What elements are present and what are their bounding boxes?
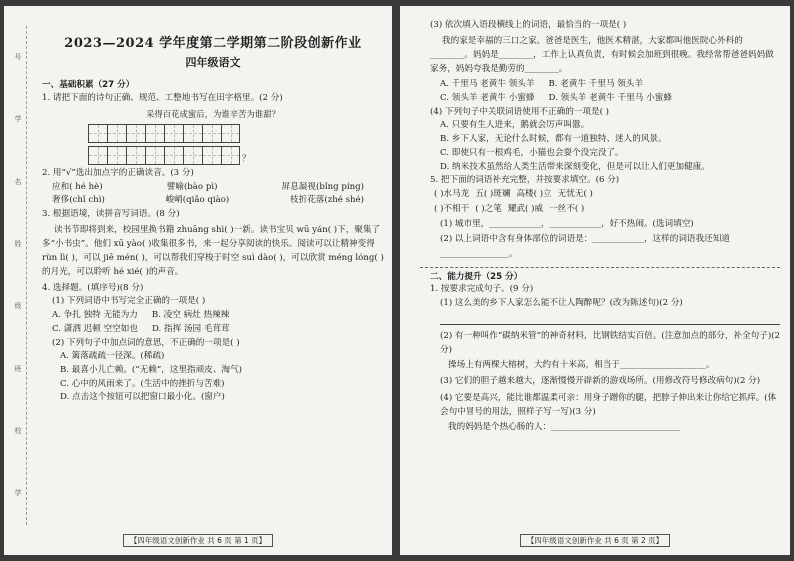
exam-page-1 [4, 6, 392, 555]
idiom-blank[interactable]: 无忧无( ) [557, 189, 593, 200]
question-2: 2. 用“√”选出加点字的正确读音。(3 分) [42, 167, 194, 178]
option-row [42, 324, 384, 335]
section-divider [420, 267, 780, 268]
grid-cell[interactable] [126, 124, 145, 143]
pinyin-choice[interactable]: 枝折花落(zhé shé) [290, 195, 364, 206]
grid-cell[interactable] [221, 146, 240, 165]
question-3: 3. 根据语境，读拼音写词语。(8 分) [42, 209, 180, 220]
grid-cell[interactable] [107, 124, 126, 143]
idiom-row [434, 189, 780, 200]
option[interactable]: A. 争扎 独特 无能为力 [52, 310, 138, 321]
question-3-passage: 读书节即将到来，校园里换书籍 zhuāng shì( )一新。读书宝贝 wū yán( )下，聚集了多“小书虫”。他们 xū yào( )收集很多书，来一起分享阅读的快乐。阅读可以让精神变得 rùn lì( )，可以 jiē mén( )，可以帮我们穿梭于时空 suì dào( )，可以欣赏 méng lóng( )的月光，可以聆听 hé xié( )的声音。 [42, 224, 384, 278]
option[interactable]: D. 指挥 汤园 毛茸茸 [151, 323, 230, 334]
question-5-2[interactable]: (2) 以上词语中含有身体部位的词语是：____________，这样的词语我还知道________________。 [440, 234, 730, 259]
grid-cell[interactable] [145, 146, 164, 165]
question-6-4-example[interactable]: 我的妈妈是个热心肠的人：______________________________ [448, 422, 681, 433]
side-label: 号 [14, 52, 22, 61]
option[interactable]: D. 点击这个按钮可以把窗口最小化。(窗户) [60, 392, 225, 403]
question-6: 1. 按要求完成句子。(9 分) [430, 284, 534, 295]
page-footer [400, 536, 790, 545]
grid-cell[interactable] [221, 124, 240, 143]
option[interactable]: B. 凌空 病灶 热辣辣 [151, 310, 230, 321]
idiom-blank[interactable]: ( )水马龙 [434, 189, 470, 200]
poem-line: 采得百花成蜜后，为谁辛苦为谁甜？ [146, 109, 280, 120]
side-label: 学 [14, 489, 22, 498]
footer-label: 【四年级语文创新作业 共 6 页 第 2 页】 [520, 534, 670, 547]
section-heading: 一、基础积累（27 分） [42, 80, 135, 90]
option[interactable]: A. 千里马 老黄牛 领头羊 [440, 79, 535, 90]
pinyin-choice[interactable]: 屏息凝视(bǐng píng) [281, 181, 364, 192]
grid-cell[interactable] [164, 124, 183, 143]
question-6-2: (2) 有一种叫作“碳纳米管”的神奇材料，比钢铁结实百倍。(注意加点的部分，补全句子)(2 分) [440, 330, 781, 356]
side-label: 级 [14, 302, 22, 311]
option-row [430, 79, 780, 90]
idiom-blank[interactable]: 五( )斑斓 [475, 189, 511, 200]
idiom-blank[interactable]: 一丝不( ) [549, 203, 585, 214]
question-4: 4. 选择题。(填序号)(8 分) [42, 282, 144, 293]
question-4-1: (1) 下列词语中书写完全正确的一项是( ) [52, 296, 206, 307]
idiom-blank[interactable]: ( )不相干 [434, 203, 470, 214]
grid-cell[interactable] [183, 124, 202, 143]
grid-cell[interactable] [126, 146, 145, 165]
question-5: 5. 把下面的词语补充完整，并按要求填空。(6 分) [430, 175, 620, 186]
question-6-4: (4) 它要是高兴，能比谁都温柔可亲：用身子蹭你的腿，把脖子伸出来让你给它抓痒。(体会句中冒号的用法，照样子写一写)(3 分) [440, 393, 777, 418]
idiom-blank[interactable]: ( )之笔 [475, 203, 502, 214]
grid-cell[interactable] [202, 124, 221, 143]
side-label: 姓 [14, 239, 22, 248]
question-6-3: (3) 它们的胆子越来越大，逐渐慢慢开辟新的游戏场所。(用修改符号修改病句)(2 分) [440, 375, 761, 386]
question-4-2: (2) 下列句子中加点词的意思，不正确的一项是( ) [52, 337, 240, 348]
grid-cell[interactable] [164, 146, 183, 165]
option[interactable]: A. 篱落疏疏一径深。(稀疏) [60, 351, 165, 362]
option[interactable]: B. 最喜小儿亡赖。(“无赖”，这里指顽皮、淘气) [60, 365, 242, 375]
option[interactable]: C. 领头羊 老黄牛 小蜜蜂 [440, 92, 535, 103]
exam-page-2 [400, 6, 790, 555]
question-4-3: (3) 依次填入语段横线上的词语，最恰当的一项是( ) [430, 20, 627, 30]
answer-line[interactable] [440, 312, 780, 325]
idiom-row [434, 204, 780, 215]
option[interactable]: D. 领头羊 老黄牛 千里马 小蜜蜂 [548, 92, 672, 103]
question-6-2-example[interactable]: 操场上有两棵大榕树，大约有十米高，相当于____________________。 [448, 360, 715, 371]
option[interactable]: C. 潇洒 迟顿 空空如也 [52, 323, 138, 334]
pinyin-choice[interactable]: 应和( hé hè) [52, 181, 103, 192]
side-label: 校 [14, 427, 22, 436]
pinyin-choice[interactable]: 譬喻(bào pì) [166, 181, 218, 192]
writing-grid-row[interactable] [88, 124, 384, 143]
footer-label: 【四年级语文创新作业 共 6 页 第 1 页】 [123, 534, 273, 547]
side-label: 学 [14, 115, 22, 124]
question-4-4: (4) 下列句子中关联词语使用不正确的一项是( ) [430, 106, 610, 117]
pinyin-row [42, 195, 384, 206]
grid-cell[interactable] [107, 146, 126, 165]
pinyin-choice[interactable]: 奢侈(chǐ chì) [52, 195, 105, 206]
option-row [42, 310, 384, 321]
side-label: 班 [14, 364, 22, 373]
option-row [430, 93, 780, 104]
question-1: 1. 请把下面的诗句正确、规范、工整地书写在田字格里。(2 分) [42, 92, 283, 103]
idiom-blank[interactable]: 耀武( )威 [507, 203, 544, 214]
question-5-1[interactable]: (1) 城市里，____________，____________，好不热闹。(选词填空) [440, 218, 694, 229]
option[interactable]: B. 乡下人家，无论什么时候，都有一道独特、迷人的风景。 [440, 134, 667, 145]
page-footer [4, 536, 392, 545]
pinyin-choice[interactable]: 峻峭(qiǎo qiào) [165, 195, 230, 206]
exam-title: 2023—2024 学年度第二学期第二阶段创新作业 [64, 36, 362, 51]
option[interactable]: C. 即使只有一根鸡毛，小猫也会耍个没完没了。 [440, 147, 624, 158]
option[interactable]: C. 心中的风雨来了。(生活中的挫折与苦难) [60, 378, 225, 389]
pinyin-row [42, 182, 384, 193]
grid-end-mark: ？ [242, 154, 251, 165]
grid-cell[interactable] [145, 124, 164, 143]
option[interactable]: D. 纳米技术虽然给人类生活带来深刻变化，但是可以让人们更加健康。 [440, 161, 710, 172]
section-heading: 二、能力提升（25 分） [430, 271, 523, 282]
grid-cell[interactable] [183, 146, 202, 165]
exam-subtitle: 四年级语文 [185, 56, 241, 70]
grid-cell[interactable] [202, 146, 221, 165]
grid-cell[interactable] [88, 146, 107, 165]
question-4-3-passage: 我的家是幸福的三口之家。爸爸是医生，他医术精湛，大家都叫他医院心外科的________。妈妈是________，工作上认真负责，有时候会加班到很晚。我经常帮爸爸妈妈做家务，妈妈夸我是勤劳的________。 [430, 35, 774, 75]
question-6-1: (1) 这么美的乡下人家怎么能不让人陶醉呢？(改为陈述句)(2 分) [440, 298, 683, 309]
option[interactable]: A. 只要有生人进来，鹅就会厉声叫嚣。 [440, 120, 590, 131]
grid-cell[interactable] [88, 124, 107, 143]
idiom-blank[interactable]: 高楼( )立 [516, 189, 552, 200]
side-label: 名 [14, 177, 22, 186]
writing-grid-row[interactable] [88, 146, 384, 165]
binding-margin [10, 26, 27, 525]
option[interactable]: B. 老黄牛 千里马 领头羊 [548, 79, 644, 90]
